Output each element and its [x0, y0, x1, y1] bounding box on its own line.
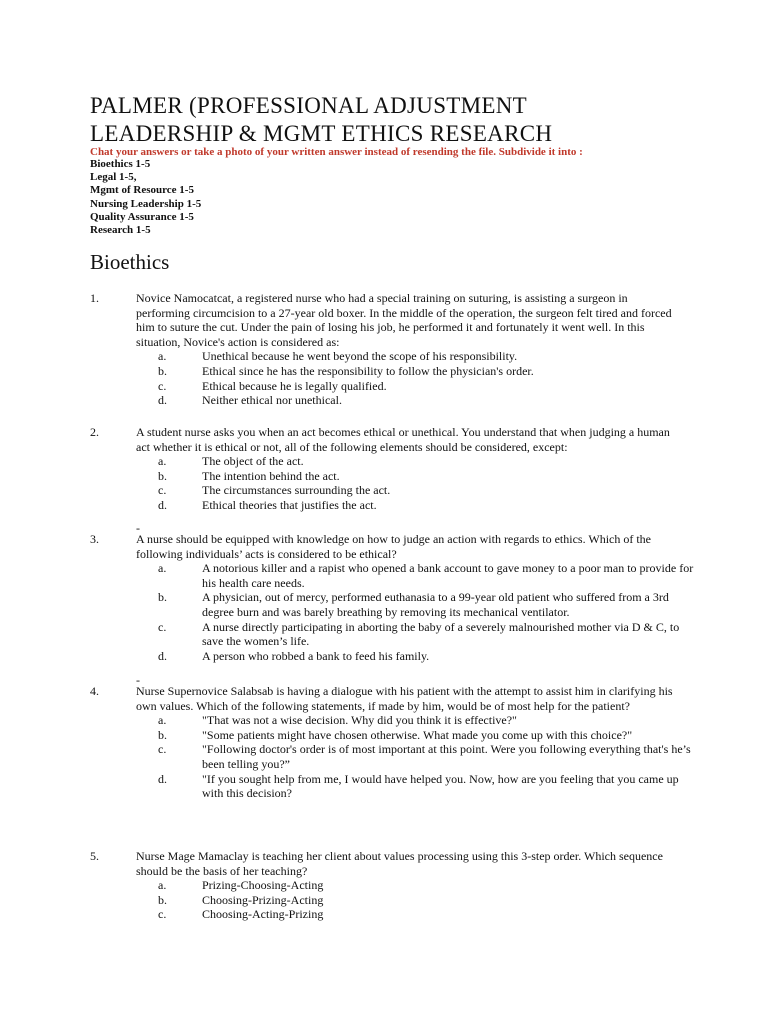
- option-letter: a.: [158, 454, 167, 469]
- option-text: Unethical because he went beyond the scope of his responsibility.: [202, 349, 518, 364]
- option-item: [158, 483, 694, 498]
- question-number: 1.: [90, 291, 99, 305]
- option-item: [158, 454, 694, 469]
- subdivision-item: Quality Assurance 1-5: [90, 210, 194, 223]
- option-text: "If you sought help from me, I would have helped you. Now, how are you feeling that you came up with this decision?: [202, 771, 679, 801]
- option-text: The intention behind the act.: [202, 468, 340, 483]
- option-text: Neither ethical nor unethical.: [202, 393, 342, 408]
- option-text: A physician, out of mercy, performed euthanasia to a 99-year old patient who suffered from a 3rd degree burn and was barely breathing by removing its mechanical ventilator.: [202, 590, 669, 619]
- option-item: [158, 349, 694, 364]
- option-letter: d.: [158, 393, 167, 408]
- option-text: "Following doctor's order is of most important at this point. Were you following everything that's he’s been telling you?”: [202, 742, 691, 771]
- stray-dash-mark: -: [136, 521, 140, 535]
- option-list: [136, 561, 694, 663]
- option-letter: d.: [158, 771, 167, 786]
- question-body: [136, 849, 676, 922]
- question-text: Nurse Supernovice Salabsab is having a dialogue with his patient with the attempt to assist him in clarifying his own values. Which of the following statements, if made by him, would be of most help for the patient?: [136, 684, 673, 713]
- option-item: [158, 713, 694, 728]
- option-text: A nurse directly participating in aborting the baby of a severely malnourished mother via D & C, to save the women’s life.: [202, 619, 680, 649]
- option-letter: c.: [158, 907, 167, 922]
- option-letter: b.: [158, 590, 167, 605]
- option-item: [158, 561, 694, 590]
- question-body: [136, 291, 676, 408]
- question-number: 5.: [90, 849, 99, 863]
- subdivision-item: Legal 1-5,: [90, 171, 137, 184]
- question-body: [136, 532, 694, 663]
- option-item: [158, 772, 694, 801]
- option-item: [158, 649, 694, 664]
- question-body: [136, 684, 691, 801]
- subdivision-item: Bioethics 1-5: [90, 158, 151, 170]
- option-text: A notorious killer and a rapist who opened a bank account to gave money to a poor man to provide for his health care needs.: [202, 561, 694, 590]
- subdivision-list: [90, 158, 201, 237]
- question-number: 2.: [90, 425, 99, 439]
- subdivision-item: Mgmt of Resource 1-5: [90, 184, 194, 197]
- question-body: [136, 425, 676, 513]
- option-letter: b.: [158, 892, 167, 907]
- subdivision-item: Research 1-5: [90, 224, 151, 237]
- option-letter: b.: [158, 468, 167, 483]
- stray-dash-mark: -: [136, 673, 140, 687]
- option-list: [136, 454, 676, 512]
- title-line-1: PALMER (PROFESSIONAL ADJUSTMENT: [90, 93, 528, 118]
- question-text: A nurse should be equipped with knowledge on how to judge an action with regards to ethics. Which of the following individuals’ acts is considered to be ethical?: [136, 532, 652, 561]
- option-item: [158, 742, 694, 771]
- option-text: A person who robbed a bank to feed his family.: [202, 648, 430, 663]
- section-heading-bioethics: Bioethics: [90, 250, 170, 274]
- option-item: [158, 878, 694, 893]
- option-letter: a.: [158, 349, 167, 364]
- subdivision-item: Nursing Leadership 1-5: [90, 197, 202, 210]
- question-number: 4.: [90, 684, 99, 698]
- option-item: [158, 728, 694, 743]
- option-letter: a.: [158, 713, 167, 728]
- option-item: [158, 620, 694, 649]
- option-letter: b.: [158, 727, 167, 742]
- option-list: [136, 878, 676, 922]
- question-text: Nurse Mage Mamaclay is teaching her client about values processing using this 3-step order. Which sequence should be the basis of her teaching?: [136, 849, 663, 878]
- option-item: [158, 893, 694, 908]
- option-item: [158, 364, 694, 379]
- document-title: [90, 92, 730, 148]
- option-text: Prizing-Choosing-Acting: [202, 878, 324, 893]
- option-item: [158, 590, 694, 619]
- question-text: Novice Namocatcat, a registered nurse who had a special training on suturing, is assisting a surgeon in performing circumcision to a 27-year old boxer. In the middle of the operation, the surgeon felt tired and forced him to suture the cut. Under the pain of losing his job, he performed it and fortunately it went well. In this situation, Novice's action is considered as:: [136, 291, 672, 349]
- question-number: 3.: [90, 532, 99, 546]
- option-letter: c.: [158, 619, 167, 634]
- option-letter: c.: [158, 378, 167, 393]
- option-item: [158, 379, 694, 394]
- option-letter: d.: [158, 648, 167, 663]
- option-text: The object of the act.: [202, 454, 304, 469]
- option-text: Ethical because he is legally qualified.: [202, 378, 387, 393]
- instruction-note: Chat your answers or take a photo of your written answer instead of resending the file. Subdivide it into :: [90, 146, 583, 158]
- option-letter: a.: [158, 878, 167, 893]
- option-item: [158, 393, 694, 408]
- option-text: Choosing-Prizing-Acting: [202, 892, 324, 907]
- option-letter: c.: [158, 742, 167, 757]
- option-letter: d.: [158, 497, 167, 512]
- option-list: [136, 349, 676, 407]
- question-text: A student nurse asks you when an act becomes ethical or unethical. You understand that when judging a human act whether it is ethical or not, all of the following elements should be considered, except:: [136, 425, 670, 454]
- option-letter: c.: [158, 483, 167, 498]
- option-item: [158, 907, 694, 922]
- title-line-2: LEADERSHIP & MGMT ETHICS RESEARCH: [90, 121, 553, 146]
- option-text: Ethical since he has the responsibility to follow the physician's order.: [202, 363, 534, 378]
- option-letter: b.: [158, 363, 167, 378]
- option-list: [136, 713, 691, 801]
- option-text: Choosing-Acting-Prizing: [202, 907, 324, 922]
- option-text: Ethical theories that justifies the act.: [202, 497, 377, 512]
- option-text: The circumstances surrounding the act.: [202, 483, 391, 498]
- option-item: [158, 498, 694, 513]
- option-letter: a.: [158, 561, 167, 576]
- option-item: [158, 469, 694, 484]
- option-text: "That was not a wise decision. Why did you think it is effective?": [202, 713, 517, 728]
- option-text: "Some patients might have chosen otherwise. What made you come up with this choice?": [202, 727, 633, 742]
